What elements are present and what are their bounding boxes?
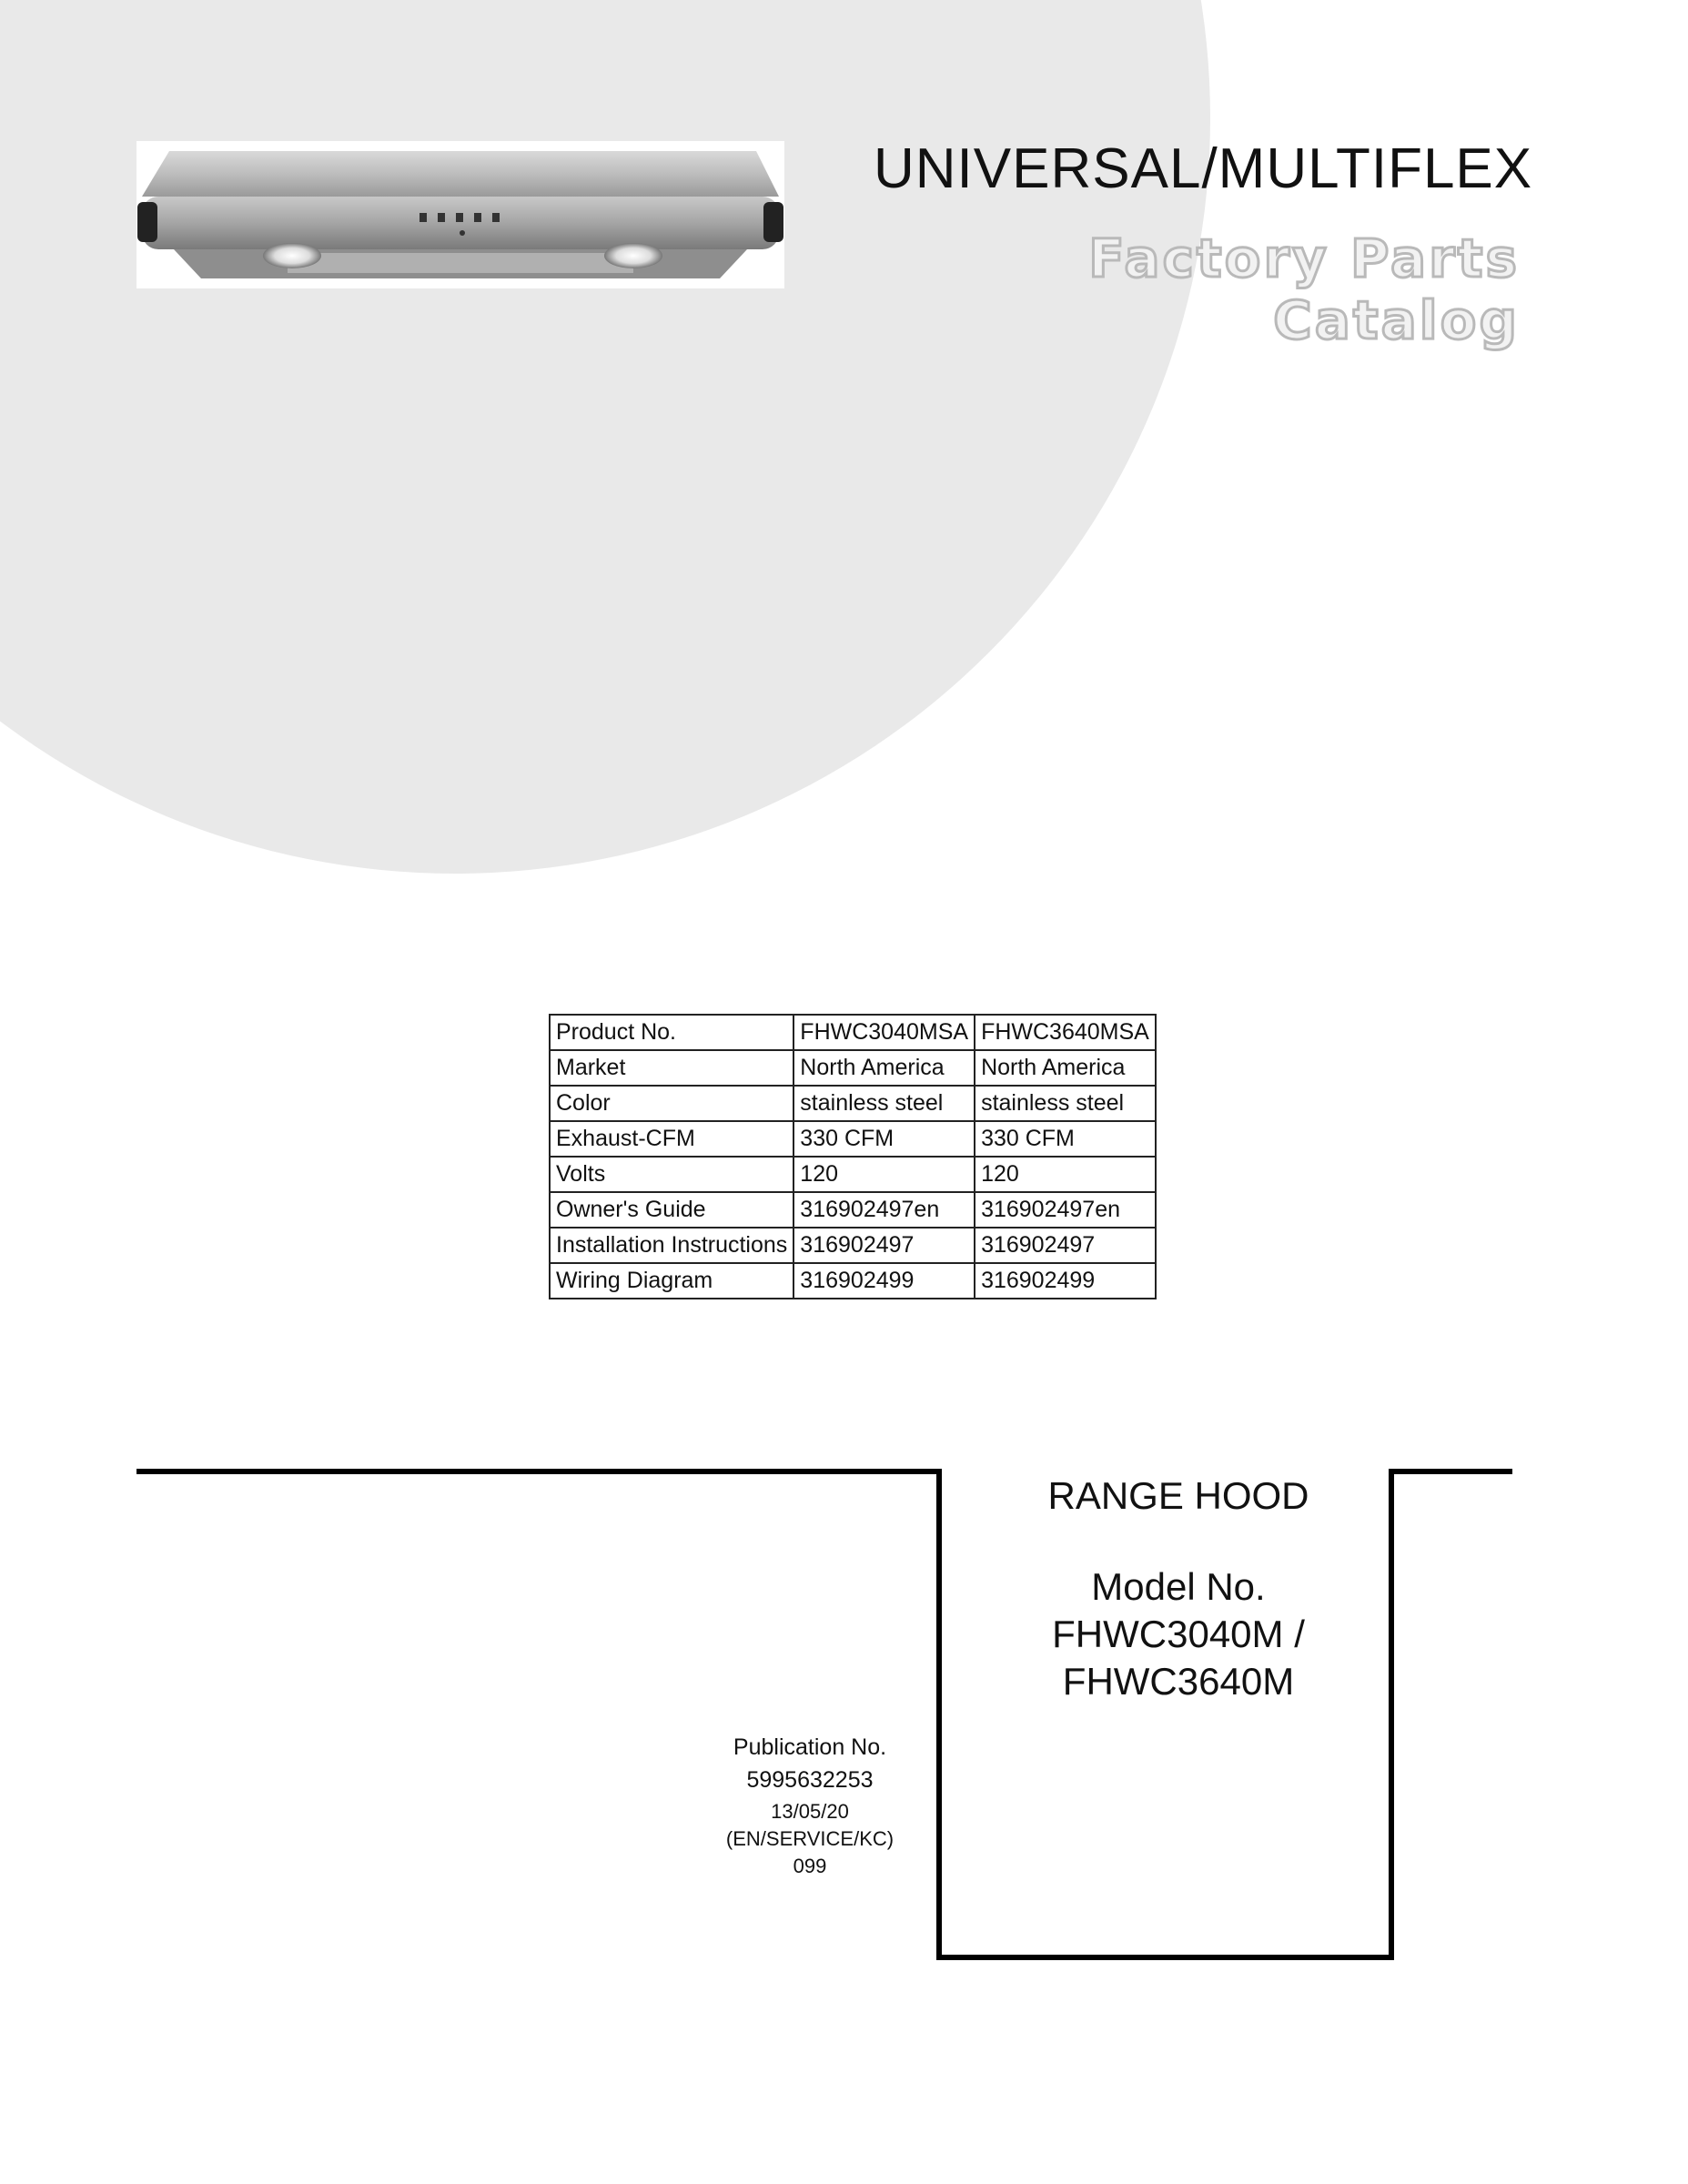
publication-code: (EN/SERVICE/KC) xyxy=(725,1827,895,1850)
decorative-circle-background xyxy=(0,0,1210,874)
frame-right-vertical-line xyxy=(1389,1469,1394,1960)
spec-value-model-2: 330 CFM xyxy=(975,1121,1156,1157)
spec-row-color xyxy=(550,1086,1156,1121)
spec-value-model-2: North America xyxy=(975,1050,1156,1086)
model-number-line-2: FHWC3640M xyxy=(1062,1660,1295,1703)
frame-bottom-line xyxy=(936,1955,1394,1960)
spec-label: Market xyxy=(550,1050,793,1086)
spec-value-model-1: 330 CFM xyxy=(793,1121,975,1157)
spec-row-volts xyxy=(550,1157,1156,1192)
spec-row-wiring-diagram xyxy=(550,1263,1156,1299)
range-hood-illustration xyxy=(137,142,783,288)
catalog-subtitle: Factory Parts Catalog xyxy=(1088,228,1520,351)
spec-value-model-1: North America xyxy=(793,1050,975,1086)
spec-value-model-2: 120 xyxy=(975,1157,1156,1192)
spec-label: Wiring Diagram xyxy=(550,1263,793,1299)
spec-label: Product No. xyxy=(550,1015,793,1050)
spec-value-model-2: 316902497en xyxy=(975,1192,1156,1228)
spec-value-model-2: 316902497 xyxy=(975,1228,1156,1263)
model-number-line-1: FHWC3040M / xyxy=(1052,1613,1305,1655)
spec-row-product-no xyxy=(550,1015,1156,1050)
spec-label: Installation Instructions xyxy=(550,1228,793,1263)
model-label: Model No. xyxy=(1091,1565,1266,1608)
spec-row-market xyxy=(550,1050,1156,1086)
spec-value-model-1: 316902497en xyxy=(793,1192,975,1228)
spec-value-model-2: 316902499 xyxy=(975,1263,1156,1299)
spec-value-model-2: stainless steel xyxy=(975,1086,1156,1121)
spec-value-model-2: FHWC3640MSA xyxy=(975,1015,1156,1050)
spec-row-exhaust-cfm xyxy=(550,1121,1156,1157)
spec-value-model-1: 316902497 xyxy=(793,1228,975,1263)
frame-top-left-line xyxy=(136,1469,942,1474)
spec-label: Volts xyxy=(550,1157,793,1192)
publication-date: 13/05/20 xyxy=(771,1800,849,1823)
spec-row-installation-instructions xyxy=(550,1228,1156,1263)
specification-table xyxy=(549,1014,1157,1299)
spec-value-model-1: FHWC3040MSA xyxy=(793,1015,975,1050)
brand-title: UNIVERSAL/MULTIFLEX xyxy=(874,137,1533,200)
frame-left-vertical-line xyxy=(936,1469,942,1960)
spec-label: Color xyxy=(550,1086,793,1121)
publication-revision: 099 xyxy=(793,1855,827,1877)
spec-value-model-1: stainless steel xyxy=(793,1086,975,1121)
publication-label: Publication No. xyxy=(733,1734,887,1760)
product-category: RANGE HOOD xyxy=(1047,1474,1309,1517)
spec-value-model-1: 316902499 xyxy=(793,1263,975,1299)
spec-value-model-1: 120 xyxy=(793,1157,975,1192)
spec-label: Owner's Guide xyxy=(550,1192,793,1228)
spec-row-owners-guide xyxy=(550,1192,1156,1228)
spec-label: Exhaust-CFM xyxy=(550,1121,793,1157)
range-hood-photo xyxy=(136,141,784,288)
publication-number: 5995632253 xyxy=(746,1767,874,1793)
